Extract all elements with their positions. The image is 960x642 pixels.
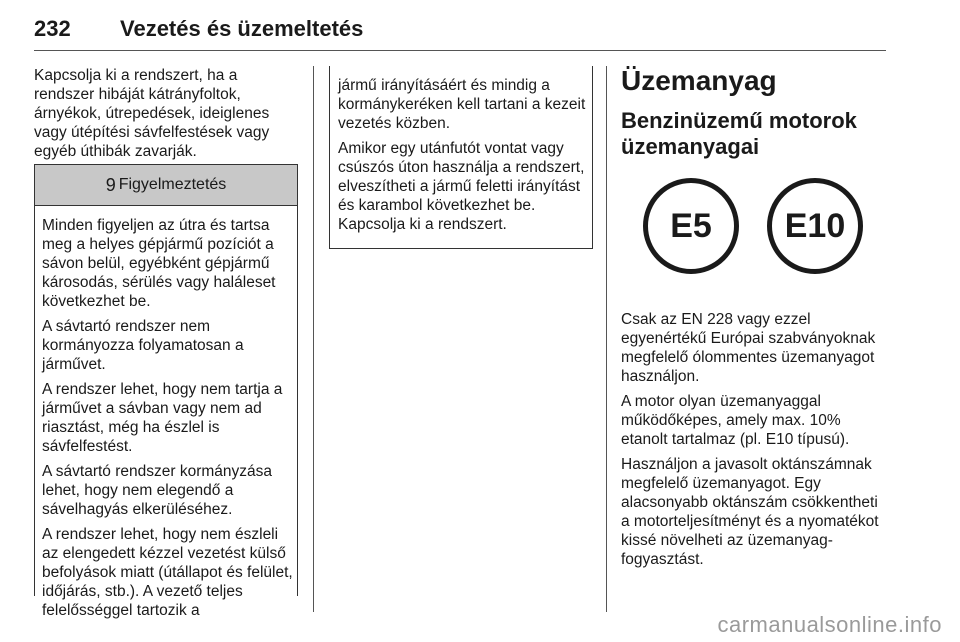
fuel-paragraph: Használjon a javasolt oktánszámnak megfelelő üzemanyagot. Egy alacsonyabb oktánszám csökkentheti a motorteljesítményt és a nyomatékot kissé növelheti az üzemanyag-fogyasztást. <box>621 456 879 568</box>
section-heading: Üzemanyag <box>621 65 777 96</box>
fuel-badge-e5: E5 <box>643 178 739 274</box>
section-subheading: Benzinüzemű motorok üzemanyagai <box>621 108 857 159</box>
warning-paragraph: Minden figyeljen az útra és tartsa meg a helyes gépjármű pozíciót a sávon belül, egyébként gépjármű károsodás, sérülés vagy haláleset következhet be. <box>42 217 276 310</box>
warning-continued-box <box>329 66 593 249</box>
fuel-text <box>621 310 889 569</box>
page-number: 232 <box>34 16 71 41</box>
warning-paragraph: A sávtartó rendszer nem kormányozza folyamatosan a járművet. <box>42 318 244 373</box>
column-divider <box>313 66 314 612</box>
warning-body <box>35 206 297 620</box>
fuel-label-badges <box>621 178 889 288</box>
site-watermark: carmanualsonline.info <box>717 612 942 637</box>
warning-box <box>34 164 298 619</box>
fuel-paragraph: A motor olyan üzemanyaggal működőképes, amely max. 10% etanolt tartalmaz (pl. E10 típusú). <box>621 393 850 448</box>
warning-triangle-icon: 9 <box>105 174 116 195</box>
running-title: Vezetés és üzemeltetés <box>120 16 364 41</box>
column-divider <box>606 66 607 612</box>
page-header <box>34 14 886 51</box>
warning-continued-paragraph: Amikor egy utánfutót vontat vagy csúszós úton használja a rendszert, elveszítheti a jármű feletti irányítást és karambol következhet be. Kapcsolja ki a rendszert. <box>338 140 585 233</box>
column-3 <box>621 64 889 575</box>
warning-paragraph: A sávtartó rendszer kormányzása lehet, hogy nem elegendő a sávelhagyás elkerüléséhez. <box>42 463 273 518</box>
warning-header <box>35 164 297 206</box>
warning-paragraph: A rendszer lehet, hogy nem észleli az elengedett kézzel vezetést külső befolyások miatt (útállapot és felület, időjárás, stb.). A vezető teljes felelősséggel tartozik a <box>42 526 293 619</box>
fuel-badge-e10: E10 <box>767 178 863 274</box>
warning-paragraph: A rendszer lehet, hogy nem tartja a járművet a sávban vagy nem ad riasztást, még ha észlel is sávfelfestést. <box>42 381 283 455</box>
fuel-paragraph: Csak az EN 228 vagy ezzel egyenértékű Európai szabványoknak megfelelő ólommentes üzemanyagot használjon. <box>621 311 876 385</box>
column-1 <box>34 66 294 167</box>
warning-title: Figyelmeztetés <box>118 176 227 193</box>
intro-paragraph: Kapcsolja ki a rendszert, ha a rendszer hibáját kátrányfoltok, árnyékok, útrepedések, ideiglenes vagy útépítési sávfelfestések vagy egyéb úthibák zavarják. <box>34 67 270 160</box>
warning-continued-paragraph: jármű irányításáért és mindig a kormánykeréken kell tartani a kezeit vezetés közben. <box>338 77 586 132</box>
